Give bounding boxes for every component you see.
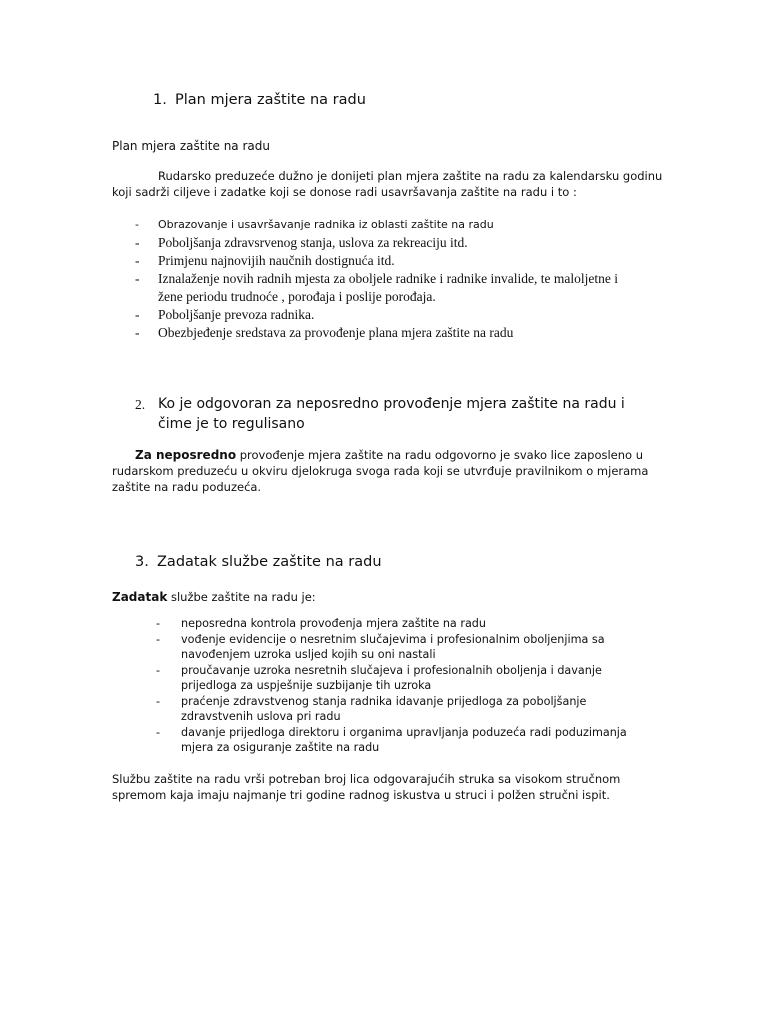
section-2-title-line-1: Ko je odgovoran za neposredno provođenje mjera zaštite na radu i	[158, 396, 625, 412]
section-2-title-line-2: čime je to regulisano	[158, 416, 305, 432]
section-3-lead: Zadatak službe zaštite na radu je:	[112, 590, 316, 604]
section-3-heading	[135, 554, 382, 570]
section-2-number: 2.	[135, 397, 146, 412]
bullet-dash: -	[135, 253, 140, 268]
list-item: - vođenje evidencije o nesretnim slučajevima i profesionalnim oboljenjima sa navođenjem uzroka usljed kojih su oni nastali	[156, 632, 605, 661]
section-2-heading	[158, 394, 678, 434]
bullet-dash: -	[156, 725, 161, 739]
list-item: - neposredna kontrola provođenja mjera zaštite na radu	[156, 617, 486, 630]
list-item: - Obezbjeđenje sredstava za provođenje plana mjera zaštite na radu	[135, 325, 514, 340]
section-1-intro-line-2: koji sadrži ciljeve i zadatke koji se donose radi usavršavanja zaštite na radu i to :	[112, 185, 577, 199]
list-item: - proučavanje uzroka nesretnih slučajeva i profesionalnih oboljenja i davanje prijedloga za uspješnije suzbijanje tih uzroka	[156, 663, 602, 692]
list-item: - Poboljšanja zdravsrvenog stanja, uslova za rekreaciju itd.	[135, 235, 468, 250]
section-3-lead-bold: Zadatak	[112, 590, 168, 604]
bullet-dash: -	[156, 694, 161, 708]
list-item: - Obrazovanje i usavršavanje radnika iz oblasti zaštite na radu	[158, 216, 628, 234]
section-3-list	[156, 616, 661, 756]
section-1-heading	[153, 92, 366, 108]
bullet-dash: -	[156, 663, 161, 677]
bullet-dash: -	[135, 325, 140, 340]
list-item: - Iznalaženje novih radnih mjesta za oboljele radnike i radnike invalide, te maloljetne i žene periodu trudnoće , porođaja i poslije porođaja.	[135, 271, 618, 304]
section-1-number: 1.	[153, 92, 167, 108]
section-3-title: Zadatak službe zaštite na radu	[157, 554, 382, 570]
bullet-dash: -	[156, 632, 161, 646]
bullet-dash: -	[135, 271, 140, 286]
bullet-dash: -	[135, 235, 140, 250]
bullet-dash: -	[156, 617, 161, 630]
section-3-closing-line-2: spremom kaja imaju najmanje tri godine radnog iskustva u struci i polžen stručni ispit.	[112, 788, 610, 802]
section-3-number: 3.	[135, 554, 149, 570]
list-item: - praćenje zdravstvenog stanja radnika idavanje prijedloga za poboljšanje zdravstvenih uslova pri radu	[156, 694, 587, 723]
section-2-paragraph-line-2: rudarskom preduzeću u okviru djelokruga svoga rada koji se utvrđuje pravilnikom o mjerama	[112, 464, 649, 478]
list-item: - Poboljšanje prevoza radnika.	[135, 307, 315, 322]
list-item: - Primjenu najnovijih naučnih dostignuća itd.	[135, 253, 395, 268]
list-item: - davanje prijedloga direktoru i organima upravljanja poduzeća radi poduzimanja mjera za osiguranje zaštite na radu	[156, 725, 627, 754]
section-3-closing-line-1: Službu zaštite na radu vrši potreban broj lica odgovarajućih struka sa visokom stručnom	[112, 772, 621, 786]
section-2-paragraph-line-3: zaštite na radu poduzeća.	[112, 480, 262, 494]
section-1-subheading: Plan mjera zaštite na radu	[112, 139, 270, 153]
bullet-dash: -	[135, 218, 139, 231]
section-1-list	[135, 216, 628, 342]
section-2-lead-bold: Za neposredno	[135, 448, 237, 462]
section-1-intro-line-1: Rudarsko preduzeće dužno je donijeti plan mjera zaštite na radu za kalendarsku godinu	[158, 169, 663, 183]
bullet-dash: -	[135, 307, 140, 322]
section-2-paragraph-line-1: Za neposredno provođenje mjera zaštite na radu odgovorno je svako lice zaposleno u	[135, 448, 644, 462]
section-1-title: Plan mjera zaštite na radu	[175, 92, 366, 108]
